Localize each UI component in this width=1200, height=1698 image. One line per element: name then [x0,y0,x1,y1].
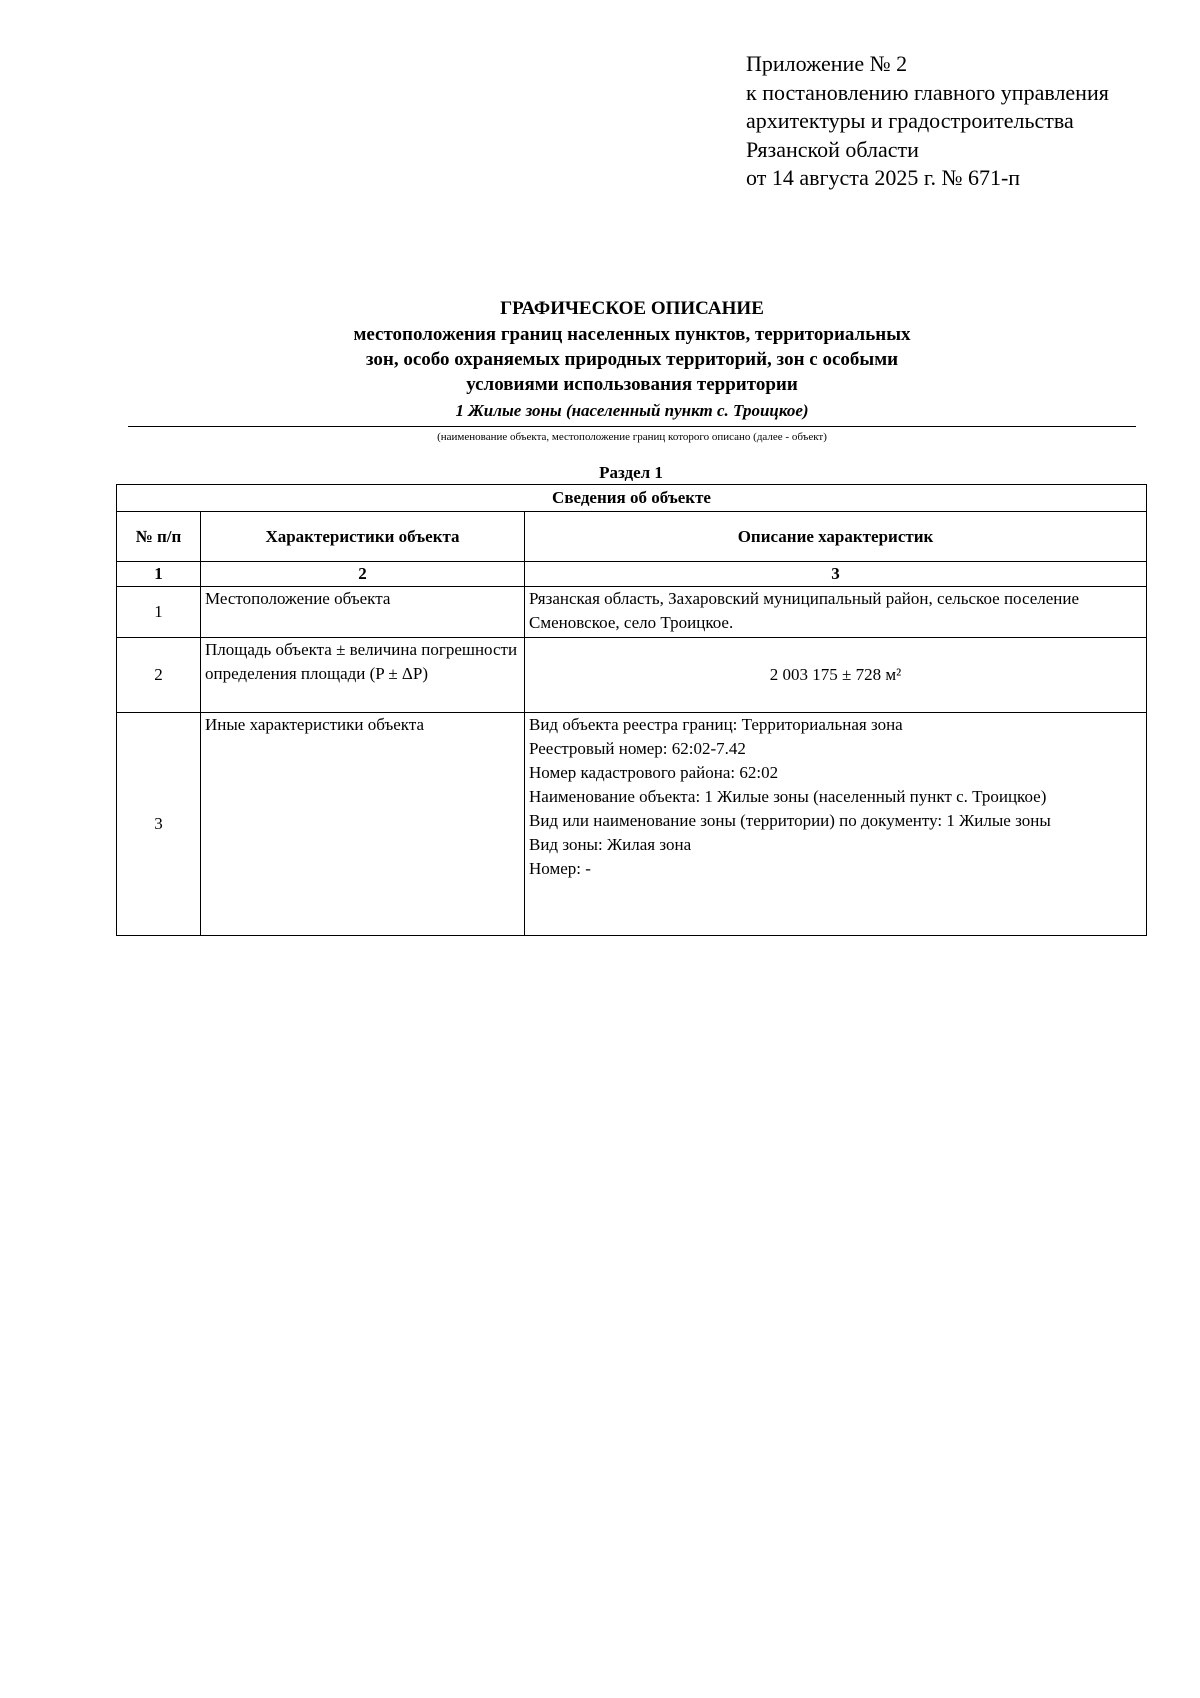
appendix-line: к постановлению главного управления [746,79,1109,105]
table-row [117,587,1147,638]
column-index: 1 [117,562,201,587]
appendix-line: Приложение № 2 [746,51,908,76]
header-characteristic: Характеристики объекта [201,512,525,562]
header-number: № п/п [117,512,201,562]
object-info-table [116,484,1147,936]
description-line: Наименование объекта: 1 Жилые зоны (населенный пункт с. Троицкое) [529,787,1047,806]
row-number: 2 [117,638,201,713]
description-line: Реестровый номер: 62:02-7.42 [529,739,746,758]
table-row [117,713,1147,936]
row-description: Рязанская область, Захаровский муниципальный район, сельское поселение Сменовское, село Троицкое. [525,587,1147,638]
title-main: ГРАФИЧЕСКОЕ ОПИСАНИЕ [500,298,764,319]
row-description: 2 003 175 ± 728 м² [525,638,1147,713]
object-name-caption: (наименование объекта, местоположение границ которого описано (далее - объект) [437,431,827,443]
row-characteristic: Площадь объекта ± величина погрешности определения площади (P ± ΔP) [201,638,525,713]
description-line: Вид или наименование зоны (территории) по документу: 1 Жилые зоны [529,811,1051,830]
row-number: 1 [117,587,201,638]
row-characteristic: Иные характеристики объекта [201,713,525,936]
object-name: 1 Жилые зоны (населенный пункт с. Троицкое) [455,401,809,420]
section-title: Раздел 1 [599,463,663,482]
description-line: Номер кадастрового района: 62:02 [529,763,779,782]
title-line: условиями использования территории [466,374,798,395]
title-line: местоположения границ населенных пунктов, территориальных [353,324,911,345]
table-row [117,638,1147,713]
header-description: Описание характеристик [525,512,1147,562]
table-caption: Сведения об объекте [117,485,1147,512]
appendix-line: архитектуры и градостроительства [746,108,1074,133]
row-description [525,713,1147,936]
row-characteristic: Местоположение объекта [201,587,525,638]
row-number: 3 [117,713,201,936]
appendix-line: от 14 августа 2025 г. № 671-п [746,165,1021,190]
appendix-line: Рязанской области [746,136,919,162]
object-name-underline [128,426,1136,427]
document-title [128,295,1136,397]
description-line: Номер: - [529,859,591,878]
title-line: зон, особо охраняемых природных территорий, зон с особыми [365,349,899,370]
appendix-header [746,50,1186,193]
column-index: 3 [525,562,1147,587]
description-line: Вид объекта реестра границ: Территориальная зона [529,715,903,734]
description-line: Вид зоны: Жилая зона [529,835,692,854]
column-index: 2 [201,562,525,587]
